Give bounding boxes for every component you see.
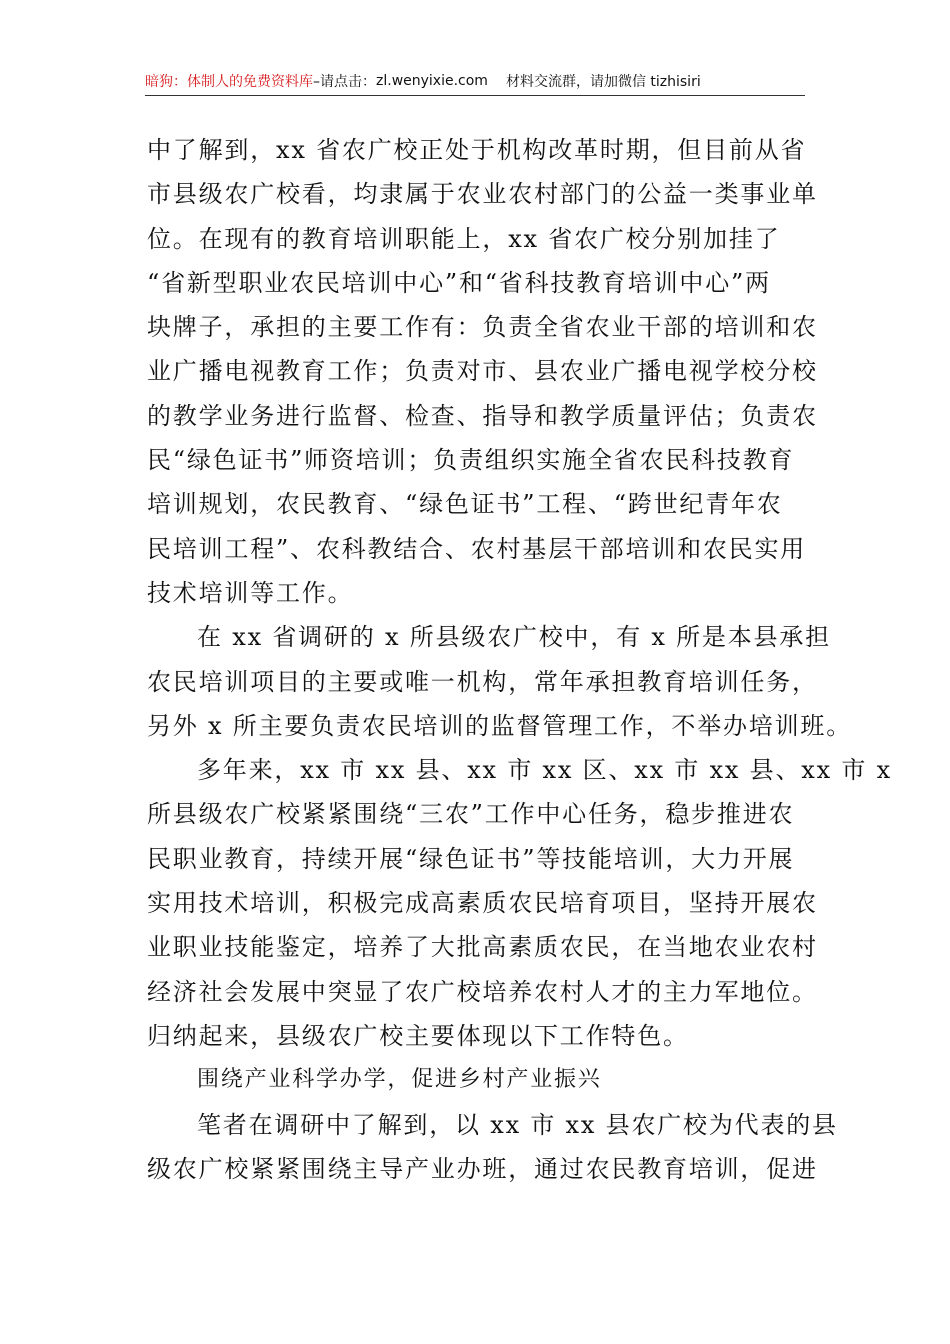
header-url-link[interactable]: zl.wenyixie.com — [376, 73, 488, 89]
text-line: 农民培训项目的主要或唯一机构，常年承担教育培训任务， — [147, 667, 818, 696]
paragraph-start-line: 在 xx 省调研的 x 所县级农广校中，有 x 所是本县承担 — [197, 623, 831, 652]
header-note: 材料交流群，请加微信 tizhisiri — [505, 74, 701, 90]
text-line: 归纳起来，县级农广校主要体现以下工作特色。 — [147, 1021, 689, 1050]
text-line: 级农广校紧紧围绕主导产业办班，通过农民教育培训，促进 — [147, 1154, 818, 1183]
text-line: 市县级农广校看，均隶属于农业农村部门的公益一类事业单 — [147, 180, 818, 209]
paragraph-start-line: 多年来，xx 市 xx 县、xx 市 xx 区、xx 市 xx 县、xx 市 x — [197, 756, 892, 785]
text-line: 民“绿色证书”师资培训；负责组织实施全省农民科技教育 — [147, 446, 795, 475]
text-line: 另外 x 所主要负责农民培训的监督管理工作，不举办培训班。 — [147, 711, 852, 740]
text-line: 民培训工程”、农科教结合、农村基层干部培训和农民实用 — [147, 534, 807, 563]
text-line: 位。在现有的教育培训职能上，xx 省农广校分别加挂了 — [147, 224, 781, 253]
section-heading: 围绕产业科学办学，促进乡村产业振兴 — [197, 1067, 602, 1093]
text-line: 经济社会发展中突显了农广校培养农村人才的主力军地位。 — [147, 977, 818, 1006]
text-line: 民职业教育，持续开展“绿色证书”等技能培训，大力开展 — [147, 844, 795, 873]
text-line: 业广播电视教育工作；负责对市、县农业广播电视学校分校 — [147, 357, 818, 386]
header-divider — [145, 95, 805, 96]
text-line: 业职业技能鉴定，培养了大批高素质农民，在当地农业农村 — [147, 933, 818, 962]
text-line: 中了解到，xx 省农广校正处于机构改革时期，但目前从省 — [147, 136, 807, 164]
text-line: 块牌子，承担的主要工作有：负责全省农业干部的培训和农 — [147, 313, 818, 342]
text-line: 的教学业务进行监督、检查、指导和教学质量评估；负责农 — [147, 401, 818, 430]
text-line: 所县级农广校紧紧围绕“三农”工作中心任务，稳步推进农 — [147, 800, 795, 829]
text-line: 实用技术培训，积极完成高素质农民培育项目，坚持开展农 — [147, 889, 818, 918]
paragraph-start-line: 笔者在调研中了解到，以 xx 市 xx 县农广校为代表的县 — [197, 1110, 838, 1139]
header-brand: 暗狗：体制人的免费资料库 — [145, 74, 313, 90]
document-body — [147, 128, 892, 1191]
text-line: 培训规划，农民教育、“绿色证书”工程、“跨世纪青年农 — [147, 490, 783, 519]
text-line: 技术培训等工作。 — [147, 578, 354, 607]
page-header — [145, 68, 805, 94]
header-cta: –请点击： — [313, 74, 376, 90]
text-line: “省新型职业农民培训中心”和“省科技教育培训中心”两 — [147, 268, 771, 297]
